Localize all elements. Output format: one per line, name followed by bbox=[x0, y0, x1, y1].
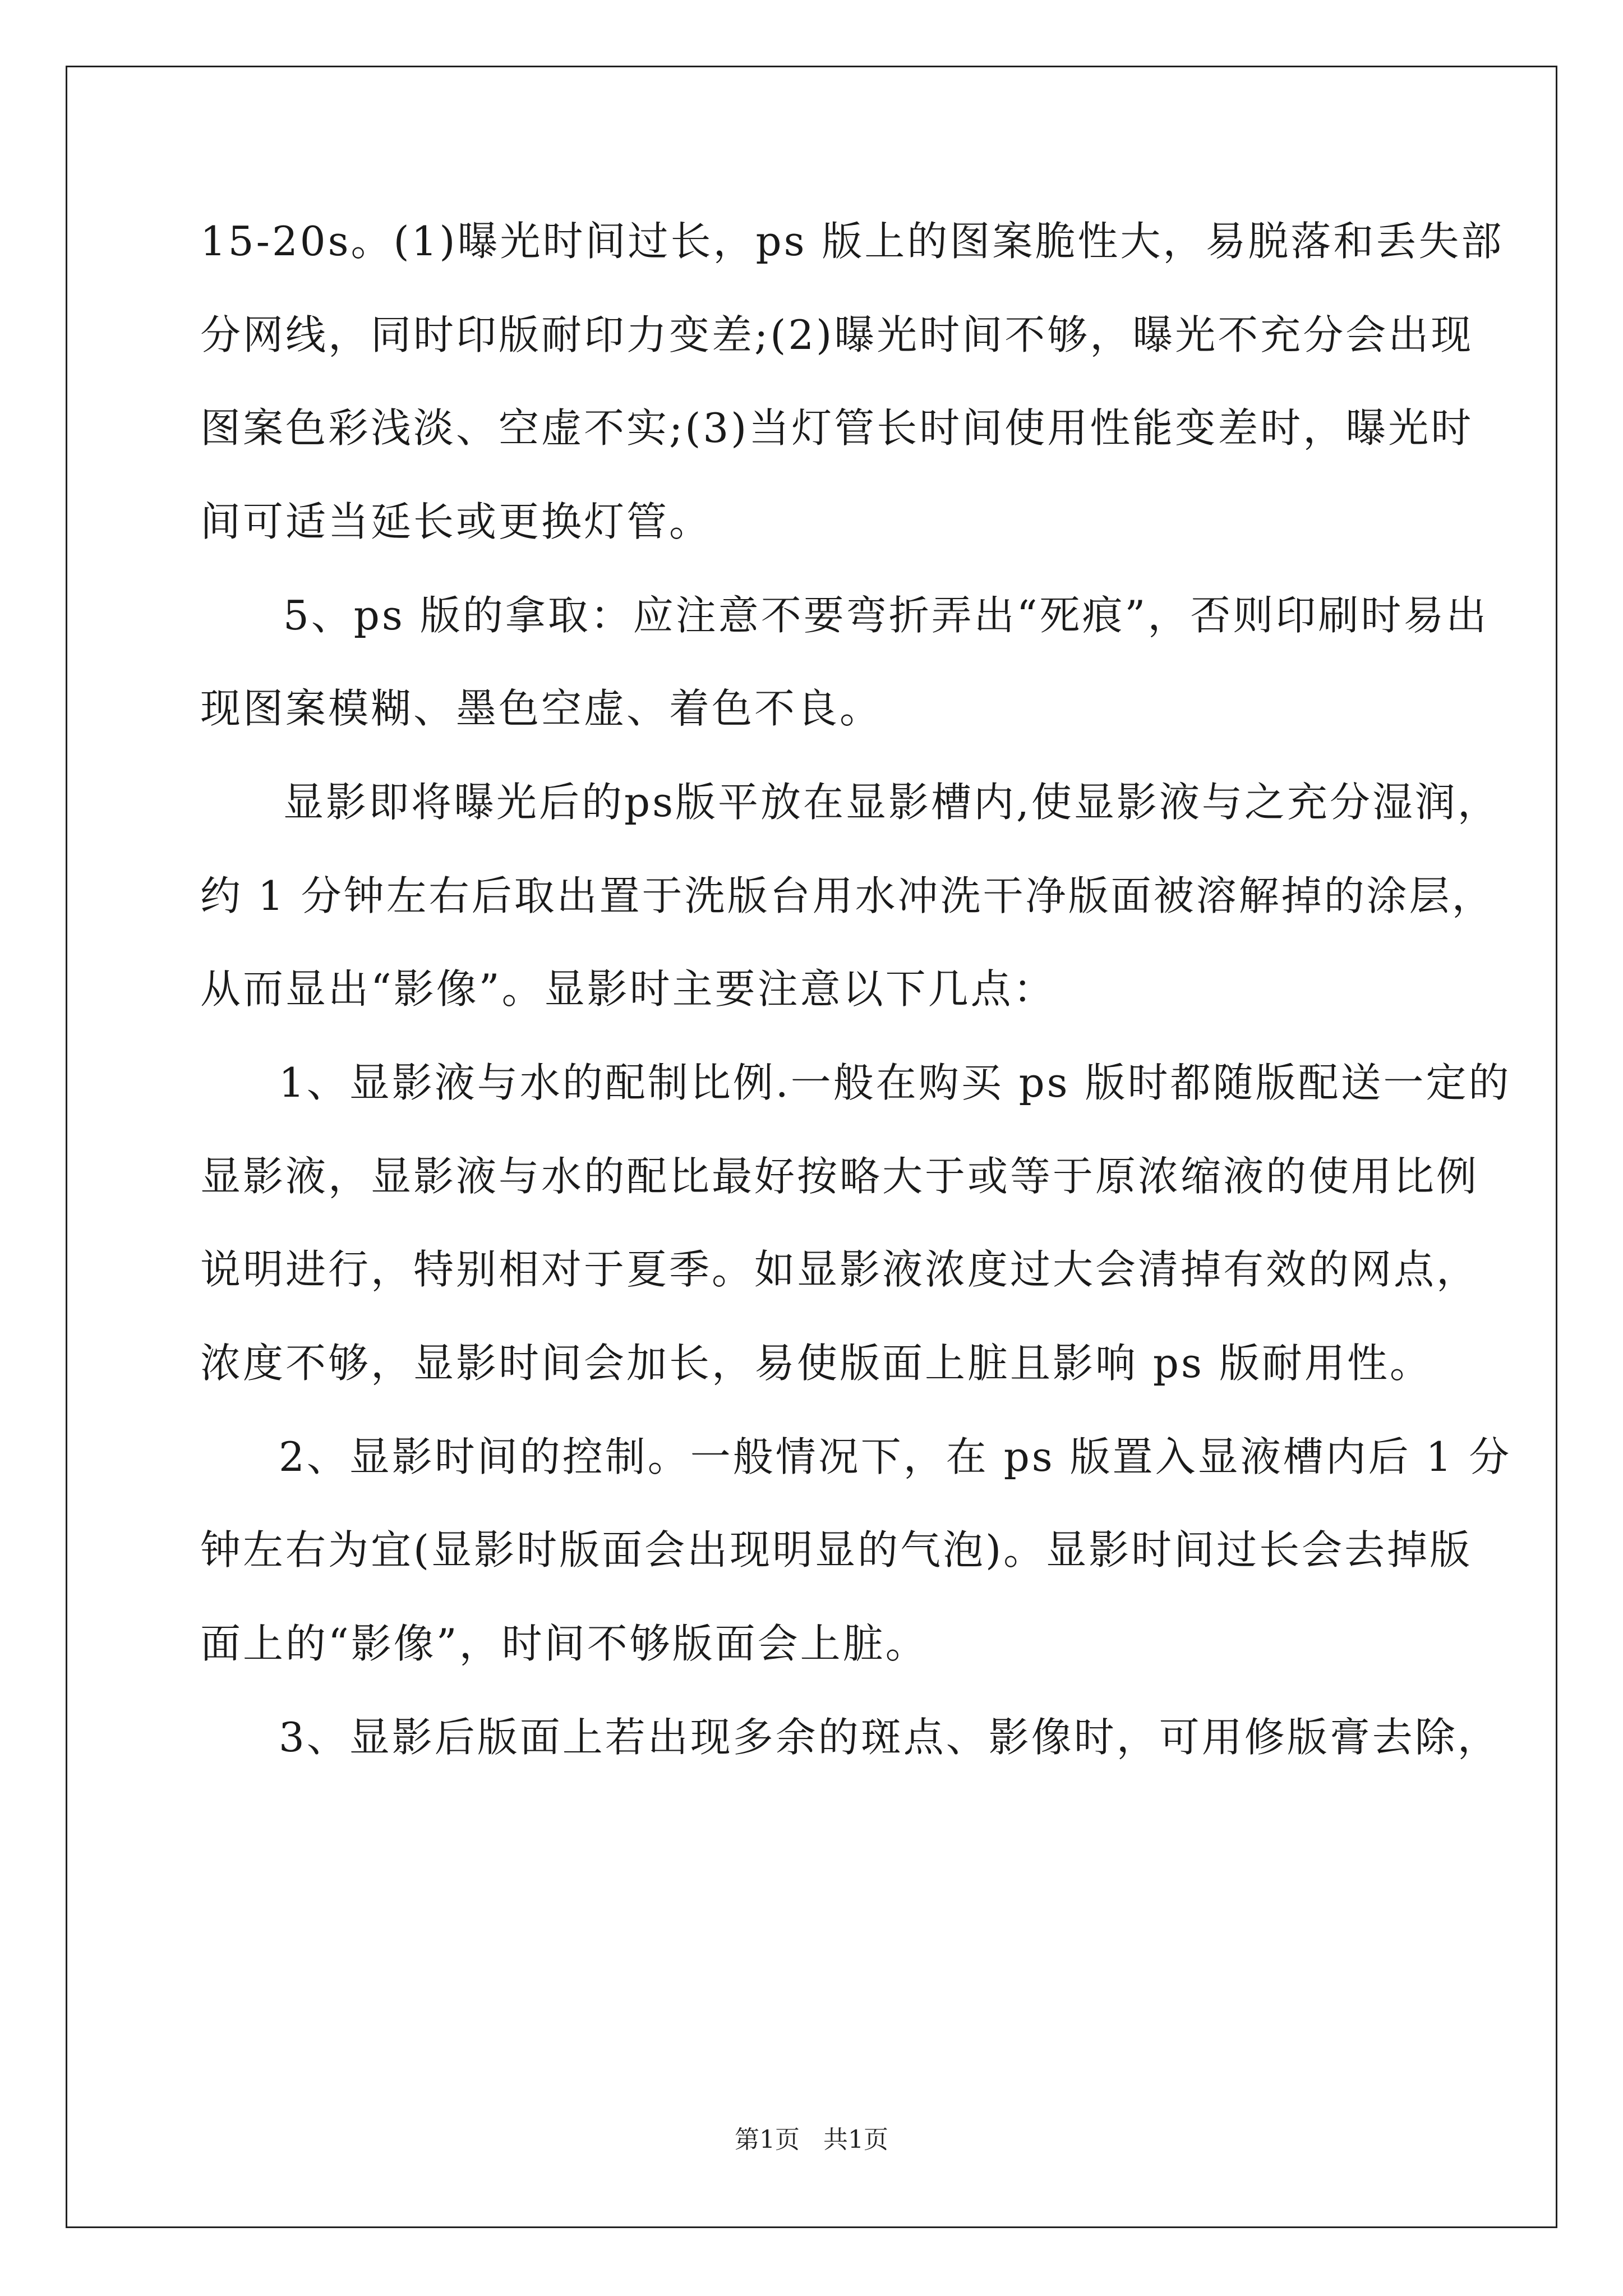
text-line: 15-20s。(1)曝光时间过长，ps 版上的图案脆性大，易脱落和丢失部 bbox=[200, 218, 1504, 265]
text-line: 显影液，显影液与水的配比最好按略大于或等于原浓缩液的使用比例 bbox=[200, 1153, 1479, 1200]
text-line: 图案色彩浅淡、空虚不实;(3)当灯管长时间使用性能变差时，曝光时 bbox=[200, 404, 1474, 452]
paragraph-start-line: 2、显影时间的控制。一般情况下，在 ps 版置入显液槽内后 1 分 bbox=[279, 1433, 1512, 1480]
text-line: 从而显出“影像”。显影时主要注意以下几点： bbox=[200, 965, 1056, 1013]
paragraph-start-line: 5、ps 版的拿取：应注意不要弯折弄出“死痕”，否则印刷时易出 bbox=[283, 592, 1489, 639]
page-border bbox=[66, 66, 1557, 2228]
text-line: 钟左右为宜(显影时版面会出现明显的气泡)。显影时间过长会去掉版 bbox=[200, 1526, 1473, 1573]
text-line: 分网线，同时印版耐印力变差;(2)曝光时间不够，曝光不充分会出现 bbox=[200, 311, 1474, 358]
text-line: 浓度不够，显影时间会加长，易使版面上脏且影响 ps 版耐用性。 bbox=[200, 1340, 1432, 1387]
paragraph-start-line: 1、显影液与水的配制比例.一般在购买 ps 版时都随版配送一定的 bbox=[279, 1059, 1511, 1106]
paragraph-start-line: 3、显影后版面上若出现多余的斑点、影像时，可用修版膏去除， bbox=[279, 1714, 1500, 1761]
text-line: 现图案模糊、墨色空虚、着色不良。 bbox=[200, 685, 883, 732]
text-line: 间可适当延长或更换灯管。 bbox=[200, 498, 712, 545]
text-line: 说明进行，特别相对于夏季。如显影液浓度过大会清掉有效的网点， bbox=[200, 1246, 1479, 1293]
page-number-footer: 第1页 共1页 bbox=[735, 2125, 888, 2154]
text-line: 面上的“影像”，时间不够版面会上脏。 bbox=[200, 1620, 928, 1667]
text-line: 约 1 分钟左右后取出置于洗版台用水冲洗干净版面被溶解掉的涂层， bbox=[200, 872, 1495, 919]
paragraph-start-line: 显影即将曝光后的ps版平放在显影槽内,使显影液与之充分湿润， bbox=[283, 779, 1500, 826]
